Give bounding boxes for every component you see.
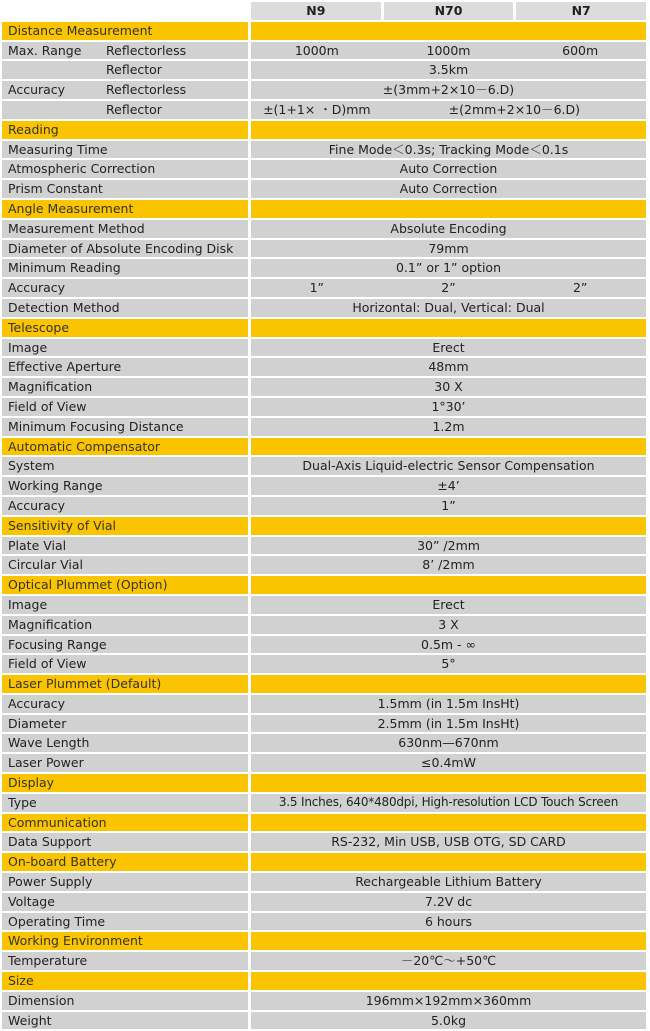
spec-label: Focusing Range — [2, 636, 248, 654]
spec-row — [2, 952, 646, 970]
spec-row — [2, 893, 646, 911]
spec-value-n9: ±(1+1× ・D)mm — [263, 101, 371, 117]
spec-row — [2, 240, 646, 258]
spec-sublabel: Reflector — [106, 62, 162, 78]
model-n7-header: N7 — [516, 2, 646, 20]
section-title: Reading — [2, 121, 248, 139]
spec-row — [2, 418, 646, 436]
spec-value: 6 hours — [424, 913, 473, 929]
section-sensitivity-of-vial — [2, 517, 646, 535]
spec-label: Magnification — [2, 616, 248, 634]
spec-label: Plate Vial — [2, 537, 248, 555]
spec-value: －20℃～+50℃ — [400, 953, 497, 969]
spec-label: Detection Method — [2, 299, 248, 317]
spec-label: Laser Power — [2, 754, 248, 772]
spec-table — [2, 2, 646, 1031]
section-working-environment — [2, 932, 646, 950]
spec-row — [2, 398, 646, 416]
section-size — [2, 972, 646, 990]
spec-label: Accuracy — [2, 279, 248, 297]
section-reading — [2, 121, 646, 139]
section-distance-measurement — [2, 22, 646, 40]
spec-value: Erect — [432, 339, 465, 355]
spec-label: Type — [2, 794, 248, 812]
spec-row — [2, 457, 646, 475]
spec-row — [2, 754, 646, 772]
spec-value: Horizontal: Dual, Vertical: Dual — [352, 299, 545, 315]
section-automatic-compensator — [2, 438, 646, 456]
section-title: Telescope — [2, 319, 248, 337]
spec-value: Rechargeable Lithium Battery — [355, 874, 542, 890]
spec-label: Accuracy — [2, 497, 248, 515]
spec-value: Auto Correction — [399, 181, 498, 197]
spec-label: Image — [2, 596, 248, 614]
spec-value: 0.5m - ∞ — [421, 636, 476, 652]
spec-label: Minimum Reading — [2, 259, 248, 277]
spec-row — [2, 873, 646, 891]
spec-row-max-range-reflector — [2, 61, 646, 79]
section-laser-plummet — [2, 675, 646, 693]
spec-row — [2, 477, 646, 495]
spec-row — [2, 715, 646, 733]
spec-value: 5.0kg — [430, 1012, 467, 1028]
spec-value: 0.1” or 1” option — [395, 260, 502, 276]
spec-row — [2, 1012, 646, 1030]
spec-label: Field of View — [2, 398, 248, 416]
spec-sublabel: Reflectorless — [106, 42, 187, 58]
spec-row — [2, 378, 646, 396]
spec-value: RS-232, Min USB, USB OTG, SD CARD — [331, 834, 566, 850]
spec-label: Dimension — [2, 992, 248, 1010]
section-on-board-battery — [2, 853, 646, 871]
spec-row — [2, 259, 646, 277]
spec-label: Image — [2, 339, 248, 357]
spec-value: 2.5mm (in 1.5m InsHt) — [377, 715, 520, 731]
spec-row — [2, 992, 646, 1010]
spec-label: Operating Time — [2, 913, 248, 931]
spec-value: 1.5mm (in 1.5m InsHt) — [377, 695, 520, 711]
spec-label: Max. Range — [8, 42, 82, 58]
spec-value: 79mm — [428, 240, 469, 256]
spec-row — [2, 913, 646, 931]
spec-value: Fine Mode＜0.3s; Tracking Mode＜0.1s — [328, 141, 569, 157]
spec-row — [2, 695, 646, 713]
spec-value: 1.2m — [432, 418, 465, 434]
spec-value: 48mm — [428, 359, 469, 375]
spec-value: Dual-Axis Liquid-electric Sensor Compensation — [302, 458, 595, 474]
spec-row — [2, 734, 646, 752]
section-communication — [2, 814, 646, 832]
spec-value: ≤0.4mW — [421, 755, 476, 771]
spec-value: Absolute Encoding — [390, 220, 507, 236]
section-title: Display — [2, 774, 248, 792]
spec-row — [2, 833, 646, 851]
spec-value: 3.5 Inches, 640*480dpi, High-resolution LCD Touch Screen — [278, 794, 619, 809]
section-title: Working Environment — [2, 932, 248, 950]
spec-row — [2, 160, 646, 178]
section-telescope — [2, 319, 646, 337]
spec-value: Erect — [432, 596, 465, 612]
spec-label: Measurement Method — [2, 220, 248, 238]
spec-label: Power Supply — [2, 873, 248, 891]
model-n9-header: N9 — [251, 2, 381, 20]
spec-row — [2, 537, 646, 555]
spec-row — [2, 596, 646, 614]
spec-value: ±4’ — [437, 478, 460, 494]
spec-label: Wave Length — [2, 734, 248, 752]
spec-value: 196mm×192mm×360mm — [365, 992, 532, 1008]
spec-label: Working Range — [2, 477, 248, 495]
spec-row-accuracy-reflector — [2, 101, 646, 119]
section-title: Size — [2, 972, 248, 990]
section-title: On-board Battery — [2, 853, 248, 871]
spec-row — [2, 339, 646, 357]
spec-row — [2, 556, 646, 574]
spec-row — [2, 299, 646, 317]
section-title: Laser Plummet (Default) — [2, 675, 248, 693]
spec-row — [2, 636, 646, 654]
spec-value: 7.2V dc — [424, 893, 473, 909]
section-title: Communication — [2, 814, 248, 832]
spec-value-n70: 1000m — [426, 42, 471, 58]
section-title: Distance Measurement — [2, 22, 248, 40]
model-header-row — [2, 2, 646, 20]
spec-value: ±(3mm+2×10－6.D) — [382, 82, 515, 98]
model-n70-header: N70 — [384, 2, 514, 20]
spec-label: Atmospheric Correction — [2, 160, 248, 178]
spec-value-n9: 1000m — [294, 42, 339, 58]
spec-label: Field of View — [2, 655, 248, 673]
spec-label: Effective Aperture — [2, 358, 248, 376]
spec-row — [2, 616, 646, 634]
spec-row — [2, 794, 646, 812]
spec-value-n70: 2” — [441, 280, 456, 296]
spec-value: 630nm—670nm — [398, 735, 499, 751]
spec-value: 30” /2mm — [417, 537, 480, 553]
spec-value: 3.5km — [428, 62, 469, 78]
spec-row — [2, 497, 646, 515]
spec-sublabel: Reflectorless — [106, 82, 187, 98]
spec-label: System — [2, 457, 248, 475]
spec-row-angle-accuracy — [2, 279, 646, 297]
spec-value-n7: 600m — [562, 42, 599, 58]
section-title: Sensitivity of Vial — [2, 517, 248, 535]
spec-value-n9: 1” — [309, 280, 325, 296]
spec-label: Diameter — [2, 715, 248, 733]
section-optical-plummet — [2, 576, 646, 594]
spec-value: Auto Correction — [399, 161, 498, 177]
spec-row-max-range-reflectorless — [2, 42, 646, 60]
spec-label: Minimum Focusing Distance — [2, 418, 248, 436]
spec-row — [2, 141, 646, 159]
spec-label: Magnification — [2, 378, 248, 396]
spec-value: 8’ /2mm — [422, 557, 475, 573]
spec-value: 1°30’ — [431, 398, 466, 414]
section-title: Angle Measurement — [2, 200, 248, 218]
spec-label: Data Support — [2, 833, 248, 851]
spec-value: 3 X — [438, 616, 459, 632]
spec-row — [2, 358, 646, 376]
spec-value-n7: 2” — [572, 280, 588, 296]
spec-value-n70-n7: ±(2mm+2×10－6.D) — [448, 101, 581, 117]
spec-label: Weight — [2, 1012, 248, 1030]
spec-value: 1” — [441, 497, 456, 513]
spec-value: 30 X — [434, 379, 463, 395]
spec-row — [2, 220, 646, 238]
spec-value: 5° — [441, 656, 456, 672]
section-title: Automatic Compensator — [2, 438, 248, 456]
section-angle-measurement — [2, 200, 646, 218]
spec-label: Accuracy — [8, 82, 66, 98]
section-title: Optical Plummet (Option) — [2, 576, 248, 594]
spec-row — [2, 180, 646, 198]
spec-sublabel: Reflector — [106, 101, 162, 117]
spec-label: Temperature — [2, 952, 248, 970]
section-display — [2, 774, 646, 792]
spec-label: Circular Vial — [2, 556, 248, 574]
spec-label: Voltage — [2, 893, 248, 911]
header-blank — [2, 2, 251, 20]
spec-row — [2, 655, 646, 673]
spec-row-accuracy-reflectorless — [2, 81, 646, 99]
spec-label: Measuring Time — [2, 141, 248, 159]
spec-label: Accuracy — [2, 695, 248, 713]
spec-label: Diameter of Absolute Encoding Disk — [2, 240, 248, 258]
spec-label: Prism Constant — [2, 180, 248, 198]
